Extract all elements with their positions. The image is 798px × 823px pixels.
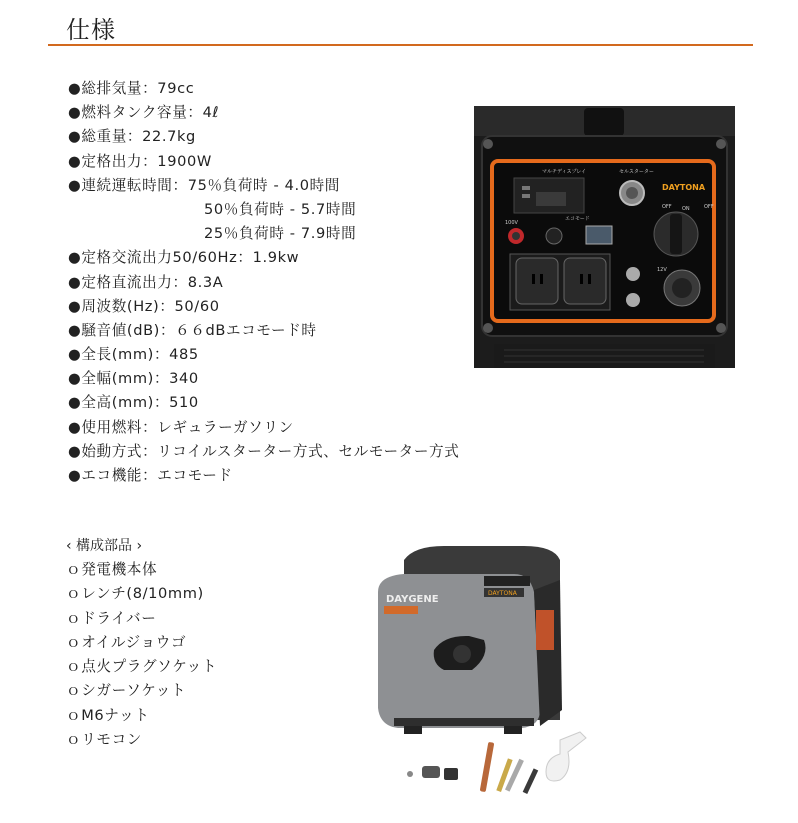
list-item: ｏ点火プラグソケット (66, 658, 218, 676)
list-item: ｏオイルジョウゴ (66, 633, 187, 651)
spec-item: ●燃料タンク容量：4ℓ (68, 104, 220, 122)
list-item: ｏ発電機本体 (66, 561, 158, 578)
list-item: ｏリモコン (66, 731, 142, 749)
svg-text:ON: ON (682, 206, 690, 212)
spec-item: ●エコ機能：エコモード (68, 467, 233, 484)
spec-item: ●全長(mm)：485 (68, 346, 199, 364)
spec-item: 50％負荷時 - 5.7時間 (204, 200, 357, 218)
list-item: ｏレンチ(8/10mm) (66, 585, 204, 603)
parts-list (66, 534, 217, 752)
spec-item: ●連続運転時間：75％負荷時 - 4.0時間 (68, 176, 340, 194)
spec-item: ●定格直流出力：8.3A (68, 273, 224, 291)
spec-item: ●総重量：22.7kg (68, 128, 196, 146)
svg-text:100V: 100V (505, 220, 518, 226)
page-title: 仕様 (66, 16, 116, 44)
svg-text:エコモード: エコモード (565, 216, 590, 222)
spec-item: 25％負荷時 - 7.9時間 (204, 225, 357, 243)
spec-item: ●始動方式：リコイルスターター方式、セルモーター方式 (68, 442, 460, 460)
brand-badge: DAYTONA (488, 590, 517, 597)
control-panel-image (474, 106, 735, 368)
spec-item: ●周波数(Hz)：50/60 (68, 297, 220, 315)
svg-text:12V: 12V (657, 267, 667, 273)
spec-item: ●定格出力：1900W (68, 152, 212, 170)
brand-logo: DAYTONA (662, 183, 706, 192)
title-underline (48, 44, 753, 46)
svg-text:OFF: OFF (662, 204, 672, 210)
product-logo: DAYGENE (386, 594, 439, 605)
list-item: ｏドライバー (66, 609, 157, 627)
spec-item: ●使用燃料：レギュラーガソリン (68, 418, 294, 436)
spec-item: ●定格交流出力50/60Hz：1.9kw (68, 249, 300, 267)
panel-label: マルチディスプレイ (542, 169, 587, 175)
spec-item: ●全高(mm)：510 (68, 394, 199, 412)
list-item: ｏM6ナット (66, 706, 150, 724)
spec-item: ●総排気量：79cc (68, 80, 195, 97)
spec-item: ●全幅(mm)：340 (68, 370, 199, 388)
accessories-image (400, 728, 610, 798)
spec-list (68, 77, 468, 488)
svg-text:OFF: OFF (704, 204, 714, 210)
parts-heading: ‹ 構成部品 › (66, 538, 143, 554)
panel-label: セルスターター (619, 169, 654, 175)
list-item: ｏシガーソケット (66, 682, 187, 700)
spec-item: ●騒音値(dB)：６６dBエコモード時 (68, 321, 317, 339)
